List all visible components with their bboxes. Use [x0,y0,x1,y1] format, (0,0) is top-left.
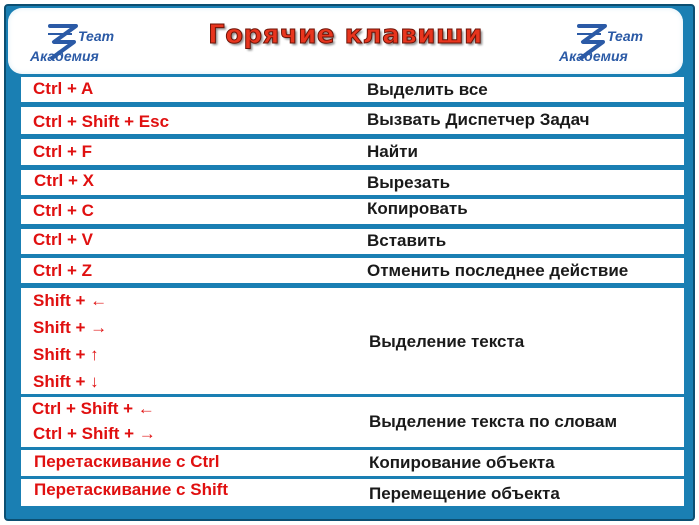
shortcut-action: Найти [367,142,418,161]
header-panel [8,8,683,74]
shortcut-row [21,397,684,447]
shortcut-row [21,107,684,134]
shortcut-row [21,450,684,476]
shortcut-row [21,229,684,254]
shortcut-row [21,139,684,165]
shortcut-key-text: Ctrl + F [33,142,93,161]
shortcut-key-text: Ctrl + Shift + ← [32,399,155,418]
shortcut-action: Вставить [367,231,447,250]
page-title: Горячие клавиши [208,20,483,50]
shortcut-key-text: Ctrl + Shift + → [33,424,156,443]
shortcut-row [21,199,684,224]
logo-right [555,22,665,72]
logo-team-text: Team [607,28,644,44]
shortcut-row [21,170,684,195]
shortcut-key-text: Shift + ↑ [33,345,99,364]
shortcut-action: Вырезать [367,173,451,192]
shortcut-key-text: Shift + ← [33,291,108,310]
shortcut-action: Копирование объекта [369,453,555,472]
shortcut-key-text: Shift + → [33,318,108,337]
logo-academy-text: Академия [30,48,99,64]
shortcut-key-text: Ctrl + X [34,171,94,190]
shortcut-action: Выделение текста по словам [369,412,618,431]
shortcut-key-text: Shift + ↓ [33,372,99,391]
shortcut-row [21,288,684,394]
logo-academy-text: Академия [559,48,628,64]
shortcut-action: Выделение текста [369,332,525,351]
shortcut-action: Вызвать Диспетчер Задач [367,110,590,129]
logo-team-text: Team [78,28,115,44]
shortcut-key-text: Перетаскивание с Ctrl [34,452,220,471]
shortcut-row [21,479,684,506]
shortcut-key-text: Ctrl + Z [33,261,93,280]
shortcut-action: Копировать [367,199,468,218]
shortcut-key-text: Ctrl + Shift + Esc [33,112,170,131]
shortcut-key-text: Ctrl + V [33,230,93,249]
shortcut-action: Перемещение объекта [369,484,560,503]
shortcut-key-text: Перетаскивание с Shift [34,480,229,499]
shortcut-key-text: Ctrl + A [33,79,94,98]
shortcut-row [21,77,684,102]
shortcut-action: Отменить последнее действие [367,261,629,280]
shortcut-row [21,258,684,283]
shortcut-action: Выделить все [367,80,488,99]
shortcut-key-text: Ctrl + C [33,201,94,220]
